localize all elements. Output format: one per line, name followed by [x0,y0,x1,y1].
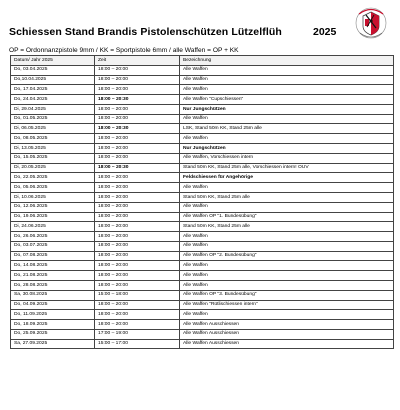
row-time: 18:00 – 20:30 [95,124,180,134]
table-row [11,329,394,339]
table-row [11,173,394,183]
row-description: Alle Waffen [180,241,394,251]
row-date: Do, 15.05.2025 [11,153,95,163]
row-time: 18:00 – 20:00 [95,300,180,310]
table-row [11,75,394,85]
row-date: Di, 10.06.2025 [11,192,95,202]
row-description: Alle Waffen "Cupschiessen" [180,95,394,105]
row-time: 18:00 – 20:00 [95,241,180,251]
row-time: 18:00 – 20:00 [95,85,180,95]
table-row [11,202,394,212]
row-description: Nur Jungschützen [180,144,394,154]
row-date: Do, 28.08.2025 [11,280,95,290]
row-description: Alle Waffen [180,310,394,320]
row-time: 18:00 – 20:00 [95,114,180,124]
row-time: 18:00 – 20:00 [95,310,180,320]
row-time: 18:00 – 20:30 [95,95,180,105]
schedule-table [10,55,394,349]
table-row [11,124,394,134]
table-row [11,310,394,320]
row-date: Do, 14.08.2025 [11,261,95,271]
row-description: Feldschiessen für Angehörige [180,173,394,183]
row-description: Alle Waffen Ausschiessen [180,339,394,349]
row-time: 18:00 – 20:00 [95,251,180,261]
row-description: Stand 50m KK, Stand 25m alle [180,222,394,232]
row-date: Do, 05.06.2025 [11,183,95,193]
row-description: Alle Waffen OP "1. Bundesübung" [180,212,394,222]
row-date: Do, 01.05.2025 [11,114,95,124]
row-date: Di, 06.05.2025 [11,124,95,134]
row-date: Do, 18.09.2025 [11,320,95,330]
row-date: Do, 12.06.2025 [11,202,95,212]
table-row [11,251,394,261]
row-description: Alle Waffen [180,183,394,193]
row-description: Nur Jungschützen [180,104,394,114]
row-date: Di, 13.05.2025 [11,144,95,154]
row-time: 17:00 – 19:00 [95,329,180,339]
club-logo-icon [352,6,390,42]
table-row [11,241,394,251]
row-description: Alle Waffen [180,75,394,85]
row-time: 18:00 – 20:00 [95,192,180,202]
row-time: 18:00 – 20:00 [95,183,180,193]
table-row [11,144,394,154]
row-time: 18:00 – 20:00 [95,232,180,242]
row-description: Alle Waffen Ausschiessen [180,320,394,330]
table-row [11,85,394,95]
row-date: Do, 08.05.2025 [11,134,95,144]
row-description: Stand 50m KK, Stand 25m alle, Vorschiessen intern! OUV [180,163,394,173]
row-description: Alle Waffen [180,134,394,144]
row-description: Alle Waffen OP "3. Bundesübung" [180,290,394,300]
row-time: 18:00 – 20:00 [95,134,180,144]
year-label: 2025 [313,26,337,38]
row-date: Di, 29.04.2025 [11,104,95,114]
row-date: Do, 11.09.2025 [11,310,95,320]
column-header-time: Zeit [95,56,180,66]
row-date: Do, 21.08.2025 [11,271,95,281]
row-time: 18:00 – 20:00 [95,202,180,212]
table-row [11,300,394,310]
table-header-row [11,56,394,66]
row-date: Do, 22.05.2025 [11,173,95,183]
row-date: Do, 03.04.2025 [11,65,95,75]
table-row [11,114,394,124]
table-row [11,95,394,105]
row-description: Alle Waffen [180,65,394,75]
row-date: Do, 04.09.2025 [11,300,95,310]
table-row [11,232,394,242]
row-description: Alle Waffen [180,202,394,212]
table-row [11,65,394,75]
row-time: 18:00 – 20:00 [95,271,180,281]
row-description: Alle Waffen [180,232,394,242]
table-row [11,261,394,271]
row-time: 15:00 – 18:00 [95,290,180,300]
row-date: Do, 26.06.2025 [11,232,95,242]
table-row [11,163,394,173]
table-row [11,290,394,300]
table-row [11,339,394,349]
row-time: 18:00 – 20:00 [95,75,180,85]
row-date: Sa, 30.08.2025 [11,290,95,300]
row-description: Alle Waffen [180,280,394,290]
row-date: Di, 20.05.2025 [11,163,95,173]
table-row [11,271,394,281]
row-time: 18:00 – 20:00 [95,173,180,183]
row-description: Alle Waffen Ausschiessen [180,329,394,339]
row-date: Do,10.04.2025 [11,75,95,85]
row-time: 18:00 – 20:00 [95,280,180,290]
table-row [11,134,394,144]
table-row [11,280,394,290]
row-date: Do, 07.08.2025 [11,251,95,261]
page-title: Schiessen Stand Brandis Pistolenschützen Lützelflüh [9,26,282,38]
row-date: Do, 24.04.2025 [11,95,95,105]
row-description: Alle Waffen "Rütlischiessen intern" [180,300,394,310]
column-header-description: Bezeichnung [180,56,394,66]
legend-text: OP = Ordonnanzpistole 9mm / KK = Sportpistole 6mm / alle Waffen = OP + KK [9,47,239,54]
row-time: 18:00 – 20:00 [95,222,180,232]
row-time: 18:00 – 20:00 [95,212,180,222]
column-header-date: Datum/ Jahr 2025 [11,56,95,66]
table-row [11,212,394,222]
table-row [11,153,394,163]
row-date: Do, 25.09.2025 [11,329,95,339]
table-row [11,104,394,114]
row-time: 18:00 – 20:00 [95,261,180,271]
row-date: Do, 17.04.2025 [11,85,95,95]
row-description: Alle Waffen [180,261,394,271]
table-row [11,320,394,330]
row-date: Di, 24.06.2025 [11,222,95,232]
row-time: 18:00 – 20:00 [95,320,180,330]
row-date: Do, 03.07.2025 [11,241,95,251]
row-time: 18:00 – 20:30 [95,163,180,173]
row-description: Alle Waffen OP "2. Bundesübung" [180,251,394,261]
row-description: Stand 50m KK, Stand 25m alle [180,192,394,202]
row-time: 18:00 – 20:00 [95,65,180,75]
row-description: Alle Waffen [180,114,394,124]
row-time: 18:00 – 20:00 [95,153,180,163]
row-date: Do, 19.06.2025 [11,212,95,222]
table-row [11,192,394,202]
table-row [11,222,394,232]
row-time: 18:00 – 20:00 [95,144,180,154]
table-row [11,183,394,193]
row-description: Alle Waffen, Vorschiessen intern [180,153,394,163]
row-description: Alle Waffen [180,85,394,95]
row-time: 18:00 – 20:00 [95,104,180,114]
row-date: Sa, 27.09.2025 [11,339,95,349]
row-description: Alle Waffen [180,271,394,281]
row-time: 15:00 – 17:00 [95,339,180,349]
row-description: LSK, Stand 50m KK, Stand 25m alle [180,124,394,134]
